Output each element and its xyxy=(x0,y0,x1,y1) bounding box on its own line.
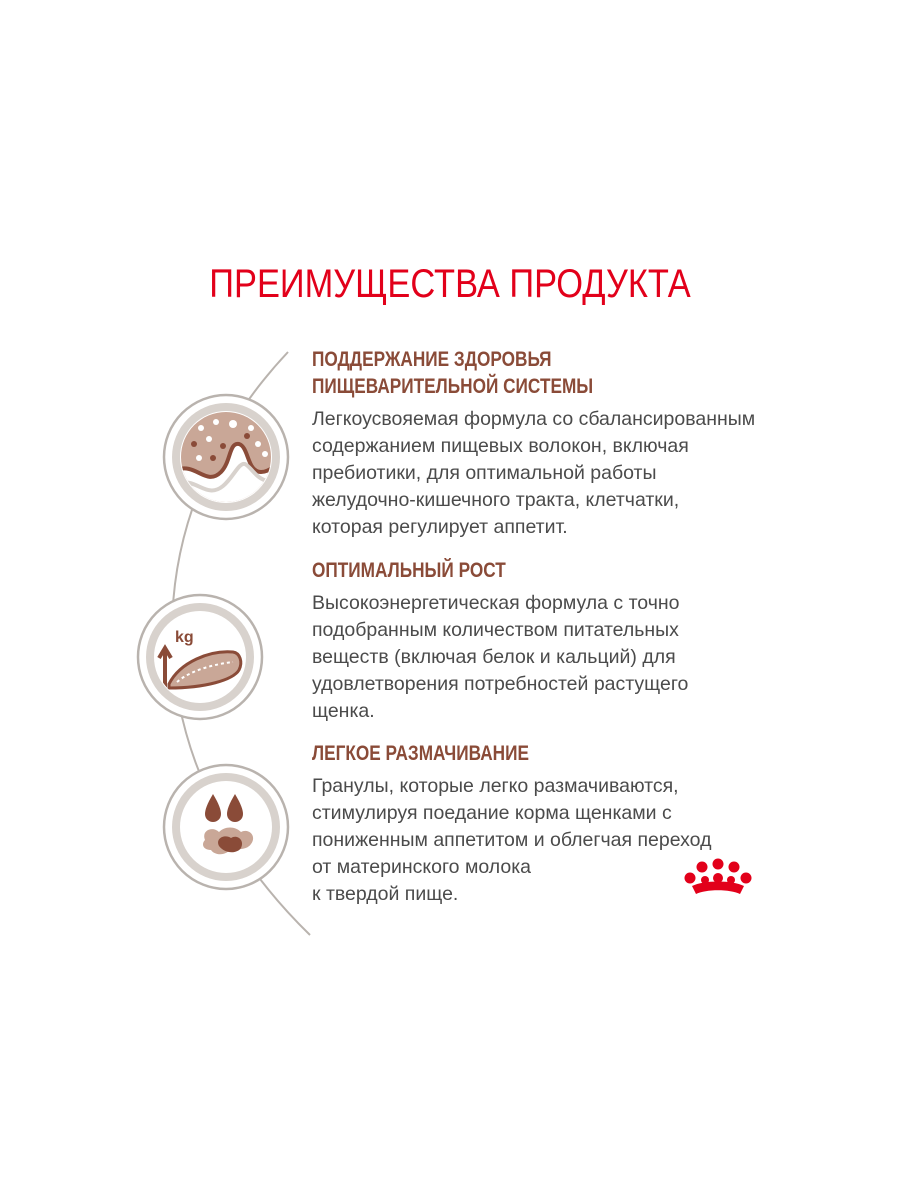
benefit-body-line: стимулируя поедание корма щенками с xyxy=(312,802,672,824)
benefit-body-line: пребиотики, для оптимальной работы xyxy=(312,462,657,484)
benefit-title xyxy=(312,740,722,767)
benefit-body xyxy=(312,406,812,541)
digestion-icon xyxy=(161,392,291,522)
benefit-title-line: ЛЕГКОЕ РАЗМАЧИВАНИЕ xyxy=(312,742,529,765)
benefit-body-line: веществ (включая белок и кальций) для xyxy=(312,646,676,668)
benefit-body-line: подобранным количеством питательных xyxy=(312,619,679,641)
benefit-title-line: ОПТИМАЛЬНЫЙ РОСТ xyxy=(312,559,506,582)
icon-kg-label: kg xyxy=(175,629,194,646)
benefit-body-line: к твердой пище. xyxy=(312,883,459,905)
benefit-body-line: Легкоусвояемая формула со сбалансированным xyxy=(312,408,756,430)
benefit-body-line: желудочно-кишечного тракта, клетчатки, xyxy=(312,489,680,511)
benefit-body-line: Высокоэнергетическая формула с точно xyxy=(312,592,680,614)
benefit-body-line: щенка. xyxy=(312,700,375,722)
benefit-title xyxy=(312,557,722,584)
benefit-body-line: удовлетворения потребностей растущего xyxy=(312,673,689,695)
growth-kg-icon xyxy=(135,592,265,722)
royal-canin-crown-icon xyxy=(682,858,754,898)
benefit-body xyxy=(312,590,812,725)
benefit-body-line: пониженным аппетитом и облегчая переход xyxy=(312,829,712,851)
benefit-body-line: которая регулирует аппетит. xyxy=(312,516,568,538)
benefit-digestive-health xyxy=(312,346,812,541)
benefit-title-line: ПИЩЕВАРИТЕЛЬНОЙ СИСТЕМЫ xyxy=(312,375,594,398)
benefit-title-line: ПОДДЕРЖАНИЕ ЗДОРОВЬЯ xyxy=(312,348,552,371)
benefit-optimal-growth xyxy=(312,557,812,725)
rehydration-drops-icon xyxy=(161,762,291,892)
page-title: ПРЕИМУЩЕСТВА ПРОДУКТА xyxy=(209,262,691,306)
benefit-title xyxy=(312,346,722,400)
benefit-body-line: содержанием пищевых волокон, включая xyxy=(312,435,689,457)
benefit-body-line: Гранулы, которые легко размачиваются, xyxy=(312,775,679,797)
benefit-body-line: от материнского молока xyxy=(312,856,532,878)
